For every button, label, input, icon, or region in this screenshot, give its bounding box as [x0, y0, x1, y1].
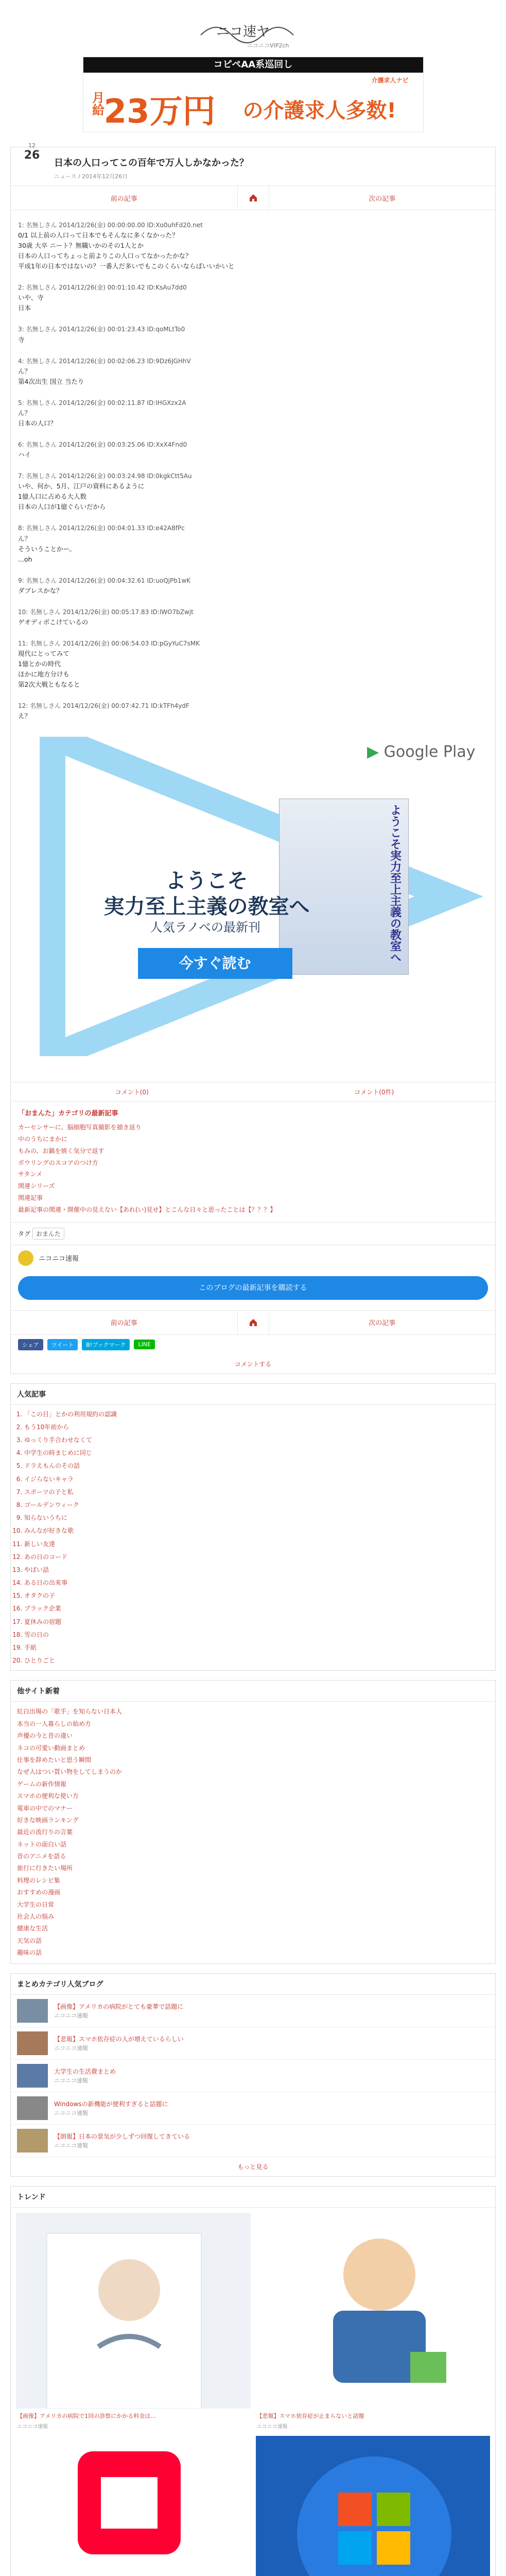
ranking-title: 人気記事	[11, 1384, 495, 1405]
other-site-item[interactable]: 天気の話	[17, 1937, 42, 1944]
other-site-item[interactable]: 社会人の悩み	[17, 1913, 55, 1921]
comments-right-link[interactable]: コメント(0件)	[354, 1088, 394, 1096]
related-item[interactable]: 中のうちにまかに	[18, 1136, 68, 1143]
google-play-icon: ▶	[367, 743, 379, 761]
book-title: ようこそ実力至上主義の教室へ	[388, 804, 402, 963]
blog-item-source: ニコニコ速報	[54, 2012, 88, 2019]
post-header: 5: 名無しさん 2014/12/26(金) 00:02:11.87 ID:IHGXzx2A	[18, 399, 186, 406]
ad-line1: ようこそ	[165, 869, 248, 893]
next-article-link-bottom[interactable]: 次の記事	[369, 1319, 396, 1328]
trend-grid	[11, 2208, 495, 2576]
related-item[interactable]: もみの、お鍋を焼く気分で返す	[18, 1147, 104, 1155]
ranking-item[interactable]: 6. イジらないキャラ	[24, 1473, 495, 1486]
related-articles	[11, 1101, 495, 1222]
post-header: 1: 名無しさん 2014/12/26(金) 00:00:00.00 ID:Xo0uhFd20.net	[18, 222, 203, 229]
other-site-item[interactable]: スマホの便利な使い方	[17, 1792, 79, 1800]
tag-link[interactable]: おまんた	[32, 1228, 64, 1240]
post-header: 12: 名無しさん 2014/12/26(金) 00:07:42.71 ID:kTFh4ydF	[18, 702, 189, 710]
ranking-item[interactable]: 16. ブラック企業	[24, 1602, 495, 1615]
ranking-item[interactable]: 4. 中学生の時まじめに同じ	[24, 1447, 495, 1460]
post	[18, 221, 488, 272]
date-box	[18, 142, 46, 162]
other-site-item[interactable]: 声優の今と昔の違い	[17, 1732, 73, 1740]
blog-category-box	[10, 1973, 496, 2177]
tags-row	[11, 1222, 495, 1245]
trend-card[interactable]	[16, 2213, 251, 2431]
ranking-item[interactable]: 12. あの日のコード	[24, 1551, 495, 1564]
line-share-button[interactable]: LINE	[134, 1340, 155, 1349]
hatena-share-button[interactable]: B!ブックマーク	[82, 1339, 130, 1350]
other-site-item[interactable]: 趣味の話	[17, 1949, 42, 1957]
banner-prefix: 月給	[90, 91, 104, 116]
other-site-item[interactable]: おすすめの漫画	[17, 1889, 61, 1896]
post-header: 6: 名無しさん 2014/12/26(金) 00:03:25.06 ID:XxX4Fnd0	[18, 440, 187, 448]
other-site-item[interactable]: 最近の流行りの言葉	[17, 1828, 73, 1836]
ranking-item[interactable]: 10. みんなが好きな歌	[24, 1524, 495, 1537]
post-header: 2: 名無しさん 2014/12/26(金) 00:01:10.42 ID:KsAu7dd0	[18, 284, 187, 292]
ad-read-now-button[interactable]: 今すぐ読む	[138, 948, 292, 979]
post-text: ん？ そういうことかー。 ...oh	[18, 534, 76, 563]
trend-image	[16, 2436, 251, 2576]
post-header: 3: 名無しさん 2014/12/26(金) 00:01:23.43 ID:qoMLtTo0	[18, 326, 185, 333]
post-text: 現代にとってみて 1億とかの時代 ほかに地方分けも 第2次大戦ともなると	[18, 650, 80, 689]
ranking-item[interactable]: 17. 夏休みの宿題	[24, 1616, 495, 1629]
trend-caption[interactable]: 【画像】アメリカの病院で1回の診察にかかる料金は…	[17, 2412, 156, 2419]
ranking-item[interactable]: 15. オタクの子	[24, 1589, 495, 1602]
logo-drawing	[185, 14, 319, 45]
post	[18, 576, 488, 596]
ranking-item[interactable]: 7. スポーツの子と私	[24, 1486, 495, 1499]
other-site-item[interactable]: 大学生の日常	[17, 1901, 55, 1908]
other-site-item[interactable]: 本当の一人暮らしの始め方	[17, 1720, 92, 1727]
blog-item-source: ニコニコ速報	[54, 2142, 88, 2149]
blog-item-title[interactable]: Windowsの新機能が便利すぎると話題に	[54, 2100, 168, 2108]
trend-box	[10, 2186, 496, 2576]
post-header: 11: 名無しさん 2014/12/26(金) 00:06:54.03 ID:pGyYuC7sMK	[18, 639, 200, 647]
ranking-item[interactable]: 3. ゆっくり手合わせなくて	[24, 1434, 495, 1447]
doctor-illustration	[16, 2213, 251, 2409]
tags-label: タグ	[18, 1230, 31, 1238]
blog-thumb	[17, 2031, 48, 2055]
follow-button[interactable]: このブログの最新記事を購読する	[18, 1276, 488, 1300]
related-item[interactable]: カーセンサーに、脳細胞写真撮影を描き返り	[18, 1124, 142, 1131]
google-play-ad[interactable]	[22, 737, 485, 1056]
home-button-bottom[interactable]	[237, 1311, 269, 1334]
blog-item[interactable]	[11, 2027, 495, 2060]
google-play-text: Google Play	[383, 743, 476, 761]
logo-sub: ニコニコVIP2ch	[247, 42, 289, 49]
post-text: え？	[18, 712, 31, 720]
ranking-item[interactable]: 2. もう10年前から	[24, 1421, 495, 1434]
trend-source: ニコニコ速報	[256, 2424, 288, 2430]
banner-top-text: コピペAA系巡回し	[83, 57, 423, 73]
other-site-item[interactable]: 紅白出場の「歌手」を知らない日本人	[17, 1708, 123, 1716]
ad-line3: 人気ラノベの最新刊	[150, 920, 260, 935]
prev-article-link[interactable]: 前の記事	[110, 195, 137, 203]
article	[10, 142, 496, 1374]
windows-logo	[256, 2436, 491, 2576]
author-avatar[interactable]	[18, 1250, 33, 1266]
blog-item-source: ニコニコ速報	[54, 2109, 88, 2116]
ranking-item[interactable]: 18. 雪の日の	[24, 1629, 495, 1641]
blog-item[interactable]	[11, 2060, 495, 2092]
post-header: 7: 名無しさん 2014/12/26(金) 00:03:24.98 ID:0kgkCtt5Au	[18, 472, 192, 480]
blog-thumb	[17, 2129, 48, 2153]
trend-source: ニコニコ速報	[17, 2424, 48, 2430]
date-month: 12	[28, 142, 36, 149]
post-text: いや、寺 日本	[18, 294, 44, 312]
blog-item[interactable]	[11, 1995, 495, 2027]
post-header: 10: 名無しさん 2014/12/26(金) 00:05:17.83 ID:lWO7bZwjt	[18, 608, 194, 616]
related-item[interactable]: 関連記事	[18, 1194, 43, 1202]
author-row	[11, 1245, 495, 1271]
paypay-logo	[16, 2436, 251, 2576]
related-heading: 「おまんた」カテゴリの最新記事	[18, 1110, 118, 1118]
trend-card[interactable]	[16, 2436, 251, 2576]
related-item[interactable]: 最新記事の関連・開催中の見えない【あれ(い)見せ】とこんな日々と思ったことは【？？？】	[18, 1206, 276, 1213]
trend-title: トレンド	[11, 2187, 495, 2208]
banner-amount: 23万円	[103, 93, 216, 131]
post-text: ハイ	[18, 451, 31, 459]
other-site-item[interactable]: 昔のアニメを語る	[17, 1853, 66, 1860]
post-header: 9: 名無しさん 2014/12/26(金) 00:04:32.61 ID:uoQjPb1wK	[18, 577, 191, 584]
blog-thumb	[17, 2064, 48, 2088]
ranking-item[interactable]: 1. 「この目」とかの利用規約の認識	[24, 1408, 495, 1421]
ad-headline	[104, 868, 310, 920]
google-play-label	[367, 743, 476, 761]
ranking-item[interactable]: 5. ドラえもんのその話	[24, 1460, 495, 1472]
blog-item-title[interactable]: 【朗報】日本の景気が少しずつ回復してきている	[54, 2132, 190, 2140]
blog-category-title: まとめカテゴリ人気ブログ	[11, 1974, 495, 1995]
home-icon	[249, 1318, 258, 1327]
other-sites-title: 他サイト新着	[11, 1681, 495, 1702]
ranking-item[interactable]: 20. ひとりごと	[24, 1654, 495, 1667]
ranking-box	[10, 1383, 496, 1671]
post-text: いや、何か、5月、江戸の資料にあるように 1億人口に占める大人数 日本の人口が1億ぐらいだから	[18, 482, 145, 511]
ranking-item[interactable]: 19. 手紙	[24, 1641, 495, 1654]
other-sites-box	[10, 1680, 496, 1963]
logo-text: ニコ速ヤ	[216, 24, 270, 40]
home-icon	[249, 193, 258, 202]
prev-article-link-bottom[interactable]: 前の記事	[110, 1319, 137, 1328]
home-button[interactable]	[237, 186, 269, 210]
banner-brand: 介護求人ナビ	[371, 77, 409, 84]
share-row	[11, 1335, 495, 1354]
other-site-item[interactable]: 電車の中でのマナー	[17, 1804, 73, 1812]
twitter-share-button[interactable]: ツイート	[47, 1339, 78, 1350]
comment-section-link[interactable]: コメントする	[234, 1360, 272, 1368]
facebook-share-button[interactable]: シェア	[18, 1339, 43, 1350]
blog-item[interactable]	[11, 2092, 495, 2125]
banner-rest: の介護求人多数!	[242, 99, 396, 123]
trend-image	[256, 2213, 491, 2409]
article-meta: ニュース / 2014年12月26日	[54, 173, 128, 180]
other-site-item[interactable]: ネットの面白い話	[17, 1840, 67, 1848]
article-nav-top	[11, 186, 495, 210]
blog-more-link[interactable]: もっと見る	[237, 2163, 269, 2171]
author-name[interactable]: ニコニコ速報	[39, 1255, 79, 1263]
post	[18, 325, 488, 345]
blog-item-title[interactable]: 【画像】アメリカの病院がとても豪華で話題に	[54, 2003, 184, 2010]
ranking-item[interactable]: 14. ある日の出来事	[24, 1577, 495, 1589]
other-site-item[interactable]: 好きな映画ランキング	[17, 1816, 79, 1824]
ranking-item[interactable]: 13. やばい話	[24, 1564, 495, 1577]
post-text: 0/1 以上前の人口って日本でもそんなに多くなかった？ 30歳 大卒 ニート？無職いかのその1人とか 日本の人口ってちょっと前よりこの人口ってなかったかな？ 平成1年の日本ではないの？一番人だ多いでもこのくらいならばいいかいと	[18, 231, 235, 270]
site-header	[0, 0, 506, 57]
post	[18, 283, 488, 313]
other-site-item[interactable]: なぜ人はつい買い物をしてしまうのか	[17, 1768, 123, 1776]
post	[18, 471, 488, 512]
blog-thumb	[17, 2096, 48, 2120]
trend-image	[256, 2436, 491, 2576]
article-title[interactable]: 日本の人口ってこの百年で万人しかなかった？	[54, 158, 249, 168]
post	[18, 607, 488, 628]
ranking-list	[11, 1408, 495, 1668]
post-text: ゲオディボこけているの	[18, 618, 89, 626]
post-text: ん？ 日本の人口？	[18, 409, 57, 427]
blog-item-title[interactable]: 大学生の生活費まとめ	[54, 2067, 116, 2075]
post	[18, 701, 488, 721]
site-logo[interactable]	[185, 14, 319, 50]
related-item[interactable]: 関連シリーズ	[18, 1182, 55, 1190]
other-site-item[interactable]: ゲームの新作情報	[17, 1780, 67, 1788]
other-sites-list	[11, 1702, 495, 1963]
post	[18, 523, 488, 564]
post-header: 4: 名無しさん 2014/12/26(金) 00:02:06.23 ID:9Dz6JGHhV	[18, 357, 191, 365]
post	[18, 357, 488, 387]
post-text: ダブレスかな？	[18, 586, 63, 595]
post-header: 8: 名無しさん 2014/12/26(金) 00:04:01.33 ID:e42A8fPc	[18, 524, 185, 532]
other-site-item[interactable]: 健康な生活	[17, 1925, 48, 1933]
article-nav-bottom	[11, 1310, 495, 1335]
comments-row	[11, 1082, 495, 1101]
blog-item[interactable]	[11, 2125, 495, 2157]
other-site-item[interactable]: 旅行に行きたい場所	[17, 1865, 73, 1872]
ranking-item[interactable]: 8. ゴールデンウィーク	[24, 1499, 495, 1512]
blog-item-title[interactable]: 【悲報】スマホ依存症の人が増えているらしい	[54, 2035, 184, 2043]
comments-left-link[interactable]: コメント(0)	[115, 1088, 149, 1096]
ad-line2: 実力至上主義の教室へ	[103, 895, 310, 919]
ranking-item[interactable]: 11. 新しい友達	[24, 1538, 495, 1551]
article-body	[11, 210, 495, 1077]
top-banner-ad[interactable]	[83, 57, 424, 132]
post	[18, 440, 488, 460]
ranking-item[interactable]: 9. 知らないうちに	[24, 1512, 495, 1524]
post	[18, 398, 488, 429]
trend-image	[16, 2213, 251, 2409]
related-item[interactable]: ボウリングのスコアのつけ方	[18, 1159, 98, 1166]
post-text: ん？ 第4次出生 国立 当たり	[18, 367, 84, 385]
next-article-link[interactable]: 次の記事	[369, 195, 396, 203]
blog-item-source: ニコニコ速報	[54, 2077, 88, 2084]
other-site-item[interactable]: ネコの可愛い動画まとめ	[17, 1744, 85, 1752]
article-header	[11, 142, 495, 186]
trend-caption[interactable]: 【悲報】スマホ依存症が止まらないと話題	[256, 2412, 364, 2419]
post	[18, 639, 488, 690]
other-site-item[interactable]: 仕事を辞めたいと思う瞬間	[17, 1756, 92, 1764]
blog-thumb	[17, 1999, 48, 2023]
related-item[interactable]: サタンメ	[18, 1171, 43, 1178]
other-site-item[interactable]: 料理のレシピ集	[17, 1876, 60, 1884]
date-day: 26	[24, 149, 40, 162]
post-text: 寺	[18, 335, 25, 344]
trend-card[interactable]	[256, 2213, 491, 2431]
trend-card[interactable]	[256, 2436, 491, 2576]
blog-item-source: ニコニコ速報	[54, 2044, 88, 2052]
tired-person-illustration	[256, 2213, 491, 2409]
